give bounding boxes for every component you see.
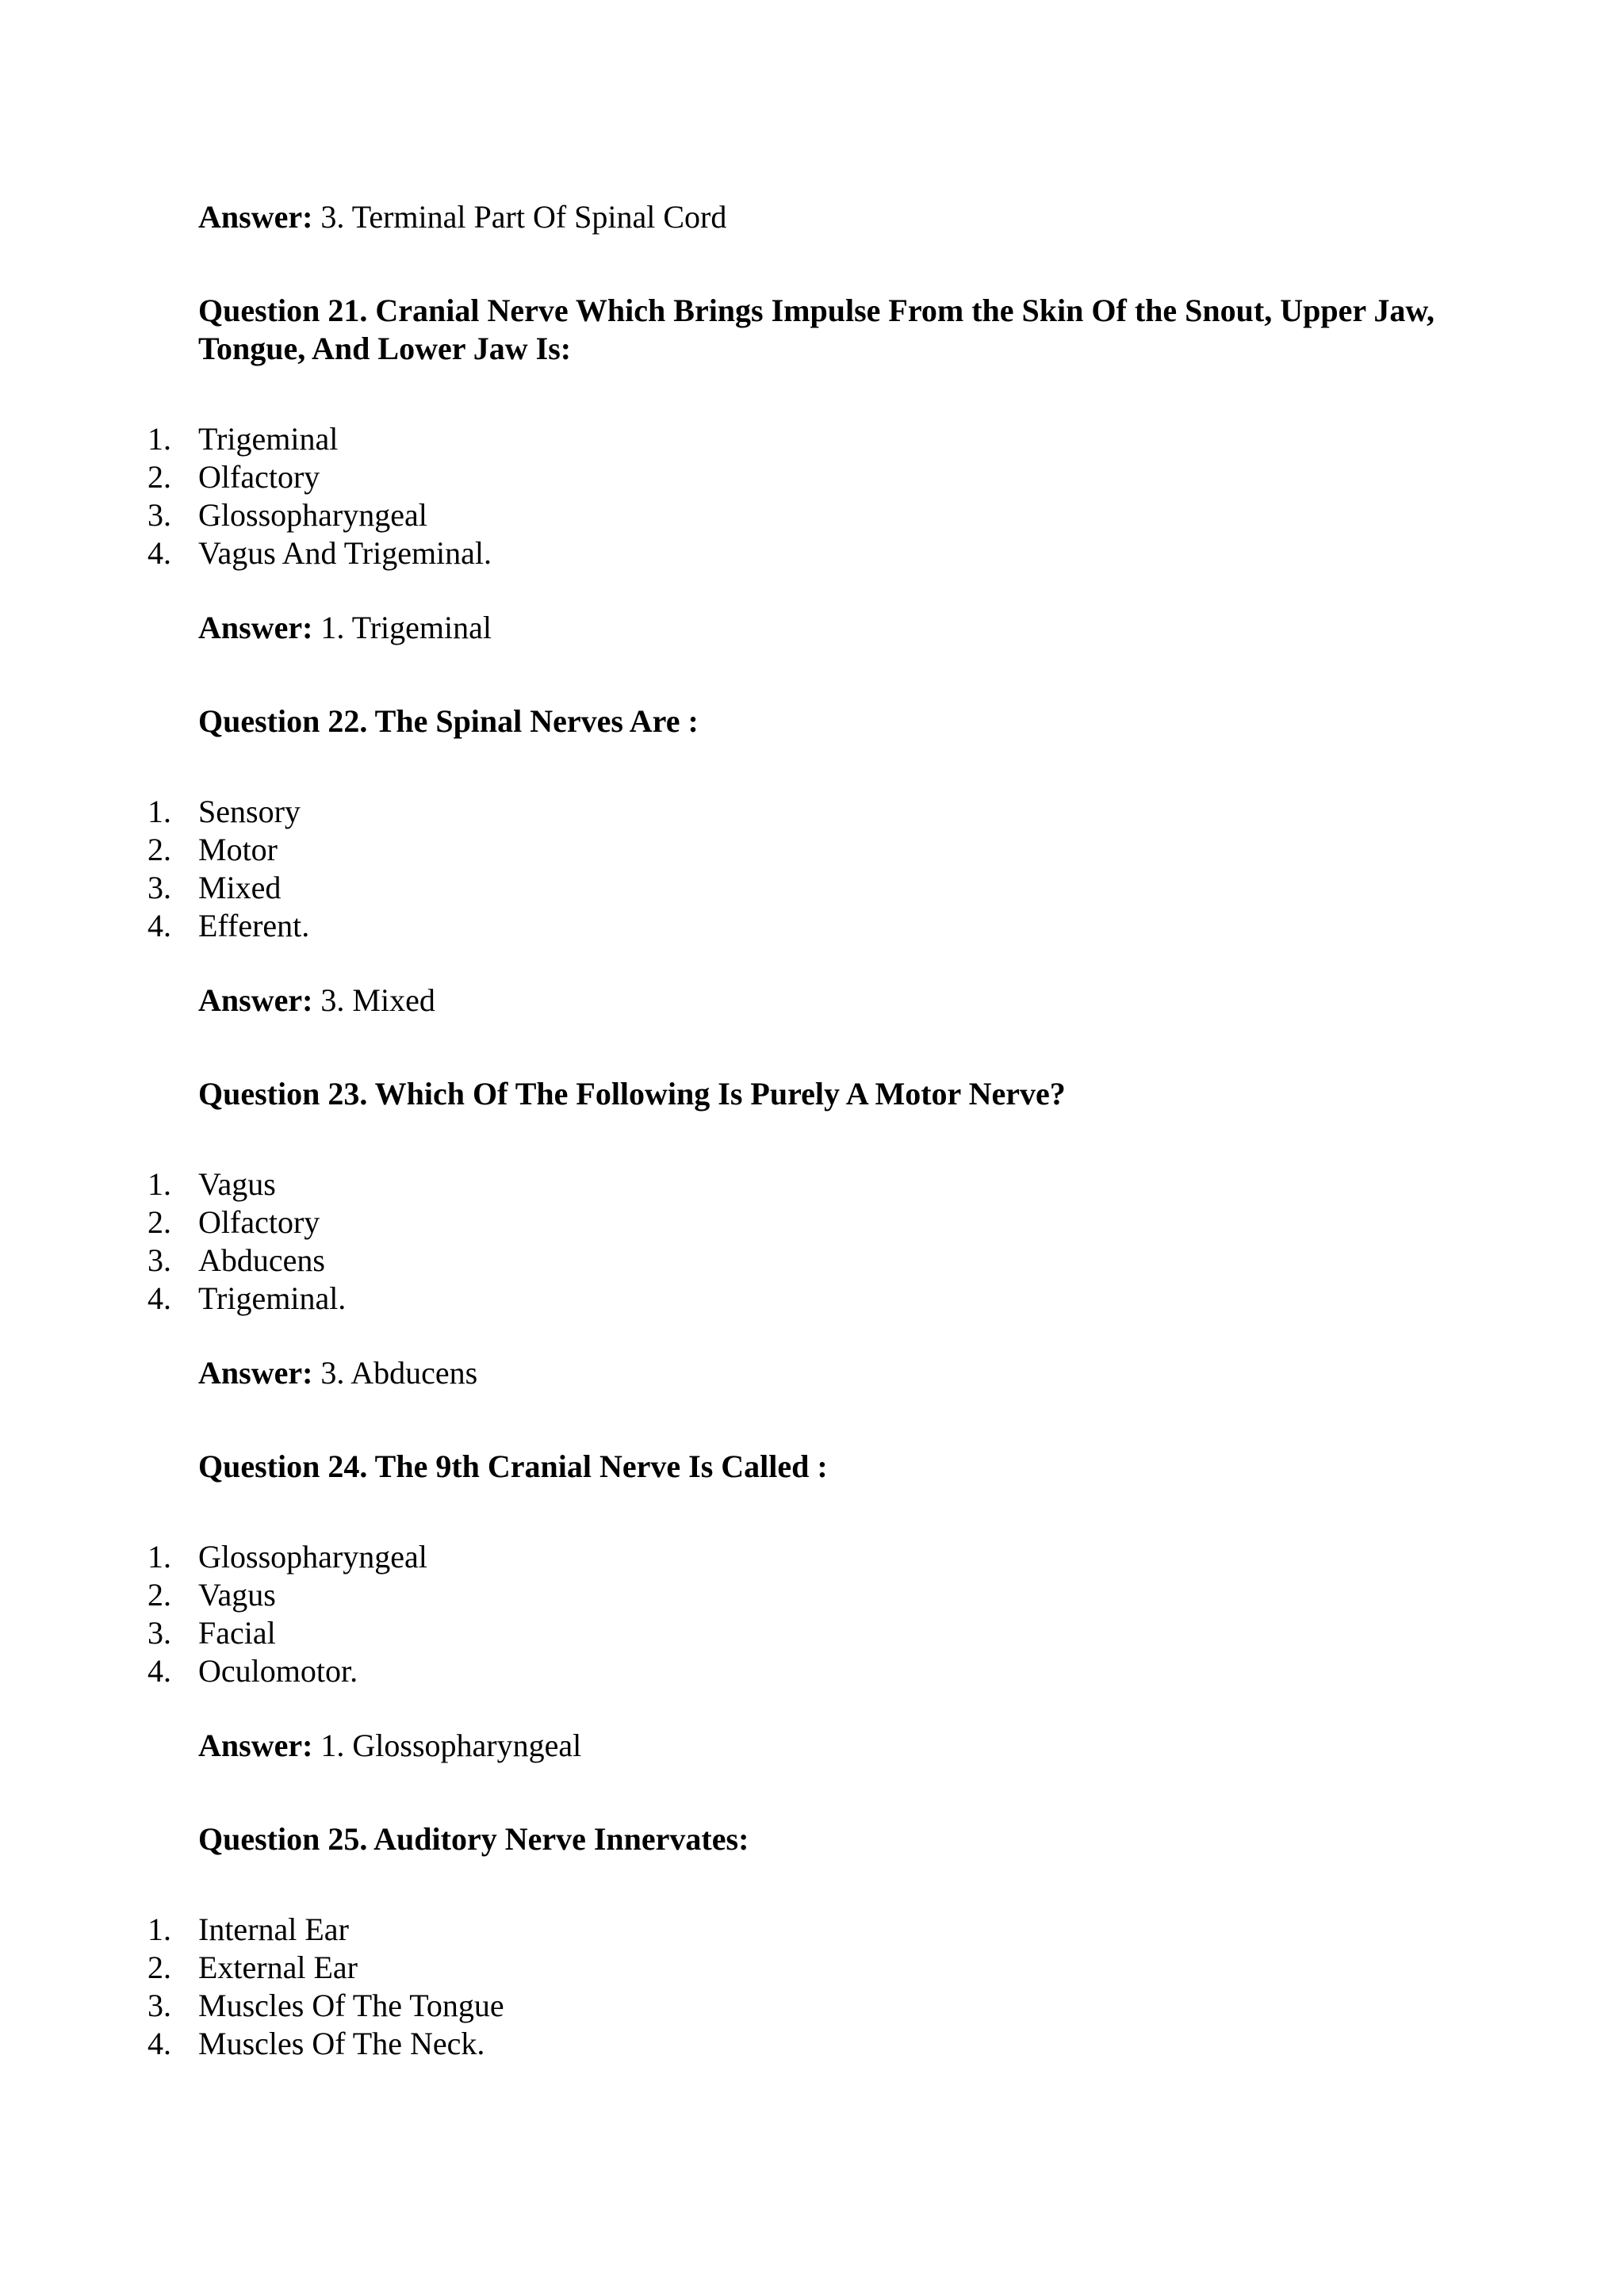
option-number: 3. xyxy=(147,1615,171,1651)
answer-label: Answer: xyxy=(198,610,313,645)
option-number: 3. xyxy=(147,870,171,905)
question-23-title: Question 23. Which Of The Following Is Purely A Motor Nerve? xyxy=(198,1076,1066,1112)
option-text: Vagus xyxy=(198,1577,276,1613)
answer-q22 xyxy=(198,982,435,1020)
option-number: 2. xyxy=(147,832,171,867)
option-text: Facial xyxy=(198,1615,276,1651)
answer-text: 1. Trigeminal xyxy=(312,610,492,645)
option-text: Efferent. xyxy=(198,908,310,943)
answer-label: Answer: xyxy=(198,982,313,1018)
option-number: 1. xyxy=(147,421,171,457)
option-number: 2. xyxy=(147,459,171,495)
answer-label: Answer: xyxy=(198,1355,313,1391)
option-text: Mixed xyxy=(198,870,282,905)
option-text: Vagus xyxy=(198,1166,276,1202)
option-number: 3. xyxy=(147,1988,171,2023)
answer-q21 xyxy=(198,609,492,647)
option-text: Sensory xyxy=(198,794,301,829)
answer-text: 3. Mixed xyxy=(312,982,435,1018)
option-text: Muscles Of The Tongue xyxy=(198,1988,504,2023)
option-text: Olfactory xyxy=(198,459,320,495)
answer-text: 3. Terminal Part Of Spinal Cord xyxy=(312,199,727,235)
option-text: Olfactory xyxy=(198,1204,320,1240)
option-number: 1. xyxy=(147,1539,171,1575)
option-number: 2. xyxy=(147,1577,171,1613)
option-number: 4. xyxy=(147,908,171,943)
option-text: External Ear xyxy=(198,1950,358,1985)
option-text: Trigeminal xyxy=(198,421,339,457)
option-number: 4. xyxy=(147,2026,171,2061)
option-number: 4. xyxy=(147,1653,171,1689)
option-number: 1. xyxy=(147,794,171,829)
option-number: 3. xyxy=(147,497,171,533)
answer-q23 xyxy=(198,1354,477,1392)
option-text: Vagus And Trigeminal. xyxy=(198,535,492,571)
option-number: 1. xyxy=(147,1911,171,1947)
question-25-title: Question 25. Auditory Nerve Innervates: xyxy=(198,1821,749,1857)
option-text: Motor xyxy=(198,832,278,867)
option-number: 4. xyxy=(147,535,171,571)
option-text: Glossopharyngeal xyxy=(198,497,427,533)
option-number: 4. xyxy=(147,1280,171,1316)
option-number: 3. xyxy=(147,1242,171,1278)
option-text: Internal Ear xyxy=(198,1911,349,1947)
option-number: 1. xyxy=(147,1166,171,1202)
answer-q24 xyxy=(198,1727,581,1765)
option-number: 2. xyxy=(147,1204,171,1240)
answer-label: Answer: xyxy=(198,199,313,235)
answer-q20 xyxy=(198,198,726,236)
option-text: Trigeminal. xyxy=(198,1280,347,1316)
option-text: Glossopharyngeal xyxy=(198,1539,427,1575)
option-text: Abducens xyxy=(198,1242,325,1278)
question-21-title: Question 21. Cranial Nerve Which Brings Impulse From the Skin Of the Snout, Upper Jaw, Tongue, And Lower Jaw Is: xyxy=(198,293,1435,366)
option-number: 2. xyxy=(147,1950,171,1985)
answer-label: Answer: xyxy=(198,1728,313,1763)
question-24-title: Question 24. The 9th Cranial Nerve Is Called : xyxy=(198,1448,828,1484)
answer-text: 3. Abducens xyxy=(312,1355,478,1391)
option-text: Muscles Of The Neck. xyxy=(198,2026,485,2061)
question-22-title: Question 22. The Spinal Nerves Are : xyxy=(198,703,699,739)
answer-text: 1. Glossopharyngeal xyxy=(312,1728,582,1763)
option-text: Oculomotor. xyxy=(198,1653,358,1689)
